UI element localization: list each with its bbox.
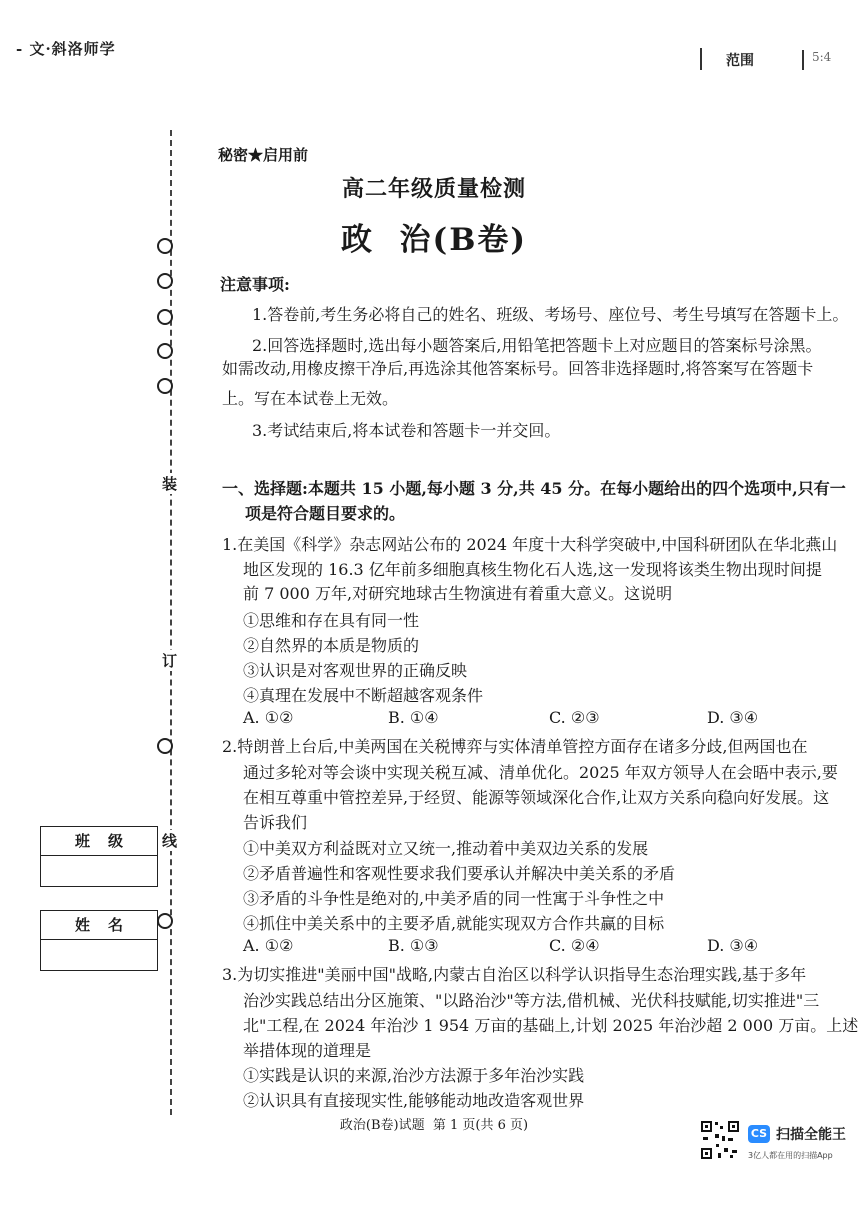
- binding-hole-icon: [157, 913, 173, 929]
- question-2-item: ④抓住中美关系中的主要矛盾,就能实现双方合作共赢的目标: [243, 914, 665, 933]
- notice-line: 3.考试结束后,将本试卷和答题卡一并交回。: [252, 421, 561, 440]
- question-2-stem: 通过多轮对等会谈中实现关税互减、清单优化。2025 年双方领导人在会晤中表示,要: [243, 763, 838, 782]
- subject-title: 政 治(B卷): [340, 222, 528, 258]
- header-right-text: 范围: [726, 53, 754, 69]
- section-heading: 一、选择题:本题共 15 小题,每小题 3 分,共 45 分。在每小题给出的四个选项中,只有一: [222, 479, 846, 498]
- name-field-label: 姓名: [41, 911, 157, 940]
- binding-hole-icon: [157, 273, 173, 289]
- class-field-value[interactable]: [41, 856, 157, 886]
- secret-label: 秘密★启用前: [218, 146, 309, 164]
- question-1-stem: 前 7 000 万年,对研究地球古生物演进有着重大意义。这说明: [243, 584, 673, 603]
- header-divider: [802, 50, 804, 70]
- question-3-stem: 举措体现的道理是: [243, 1041, 372, 1060]
- camscanner-logo-icon: CS: [748, 1125, 770, 1143]
- header-divider: [700, 48, 702, 70]
- binding-hole-icon: [157, 738, 173, 754]
- notice-line: 如需改动,用橡皮擦干净后,再选涂其他答案标号。回答非选择题时,将答案写在答题卡: [222, 359, 814, 378]
- class-field-label: 班级: [41, 827, 157, 856]
- section-heading-cont: 项是符合题目要求的。: [245, 504, 406, 523]
- question-1-item: ④真理在发展中不断超越客观条件: [243, 686, 484, 705]
- question-1-item: ③认识是对客观世界的正确反映: [243, 661, 468, 680]
- question-2-option-a[interactable]: A. ①②: [243, 936, 294, 955]
- question-2-item: ①中美双方利益既对立又统一,推动着中美双边关系的发展: [243, 839, 649, 858]
- binding-hole-icon: [157, 343, 173, 359]
- question-2-stem: 告诉我们: [243, 813, 308, 832]
- question-2-option-d[interactable]: D. ③④: [707, 936, 759, 955]
- notice-heading: 注意事项:: [220, 275, 290, 294]
- binding-char-ding: 订: [162, 652, 178, 670]
- question-1-stem: 1.在美国《科学》杂志网站公布的 2024 年度十大科学突破中,中国科研团队在华北燕山: [222, 535, 838, 554]
- binding-hole-icon: [157, 309, 173, 325]
- question-1-item: ②自然界的本质是物质的: [243, 636, 420, 655]
- class-field[interactable]: [40, 826, 158, 887]
- exam-title: 高二年级质量检测: [341, 176, 526, 202]
- question-1-option-a[interactable]: A. ①②: [243, 708, 294, 727]
- name-field[interactable]: [40, 910, 158, 971]
- binding-char-xian: 线: [162, 832, 178, 850]
- question-3-item: ②认识具有直接现实性,能够能动地改造客观世界: [243, 1091, 585, 1110]
- question-1-option-d[interactable]: D. ③④: [707, 708, 759, 727]
- name-field-value[interactable]: [41, 940, 157, 970]
- qr-code-icon: [700, 1120, 740, 1160]
- question-2-item: ②矛盾普遍性和客观性要求我们要承认并解决中美关系的矛盾: [243, 864, 676, 883]
- header-right-extra: 5:4: [812, 50, 832, 64]
- question-3-stem: 3.为切实推进"美丽中国"战略,内蒙古自治区以科学认识指导生态治理实践,基于多年: [222, 965, 807, 984]
- question-1-stem: 地区发现的 16.3 亿年前多细胞真核生物化石人选,这一发现将该类生物出现时间提: [243, 560, 822, 579]
- question-1-option-b[interactable]: B. ①④: [388, 708, 439, 727]
- question-3-item: ①实践是认识的来源,治沙方法源于多年治沙实践: [243, 1066, 585, 1085]
- question-3-stem: 北"工程,在 2024 年治沙 1 954 万亩的基础上,计划 2025 年治沙超 2 000 万亩。上述: [243, 1016, 859, 1035]
- page-footer: 政治(B卷)试题 第 1 页(共 6 页): [339, 1118, 529, 1133]
- notice-line: 1.答卷前,考生务必将自己的姓名、班级、考场号、座位号、考生号填写在答题卡上。: [252, 305, 849, 324]
- header-left-text: - 文·斜洛师学: [16, 40, 116, 58]
- question-2-option-b[interactable]: B. ①③: [388, 936, 439, 955]
- question-1-item: ①思维和存在具有同一性: [243, 611, 420, 630]
- notice-line: 2.回答选择题时,选出每小题答案后,用铅笔把答题卡上对应题目的答案标号涂黑。: [252, 336, 822, 355]
- question-1-option-c[interactable]: C. ②③: [549, 708, 600, 727]
- question-2-item: ③矛盾的斗争性是绝对的,中美矛盾的同一性寓于斗争性之中: [243, 889, 665, 908]
- camscanner-name: 扫描全能王: [776, 1127, 846, 1143]
- binding-hole-icon: [157, 378, 173, 394]
- binding-char-zhuang: 装: [162, 475, 178, 493]
- question-2-stem: 2.特朗普上台后,中美两国在关税博弈与实体清单管控方面存在诸多分歧,但两国也在: [222, 737, 808, 756]
- camscanner-slogan: 3亿人都在用的扫描App: [748, 1151, 833, 1160]
- question-2-option-c[interactable]: C. ②④: [549, 936, 600, 955]
- question-3-stem: 治沙实践总结出分区施策、"以路治沙"等方法,借机械、光伏科技赋能,切实推进"三: [243, 991, 820, 1010]
- question-2-stem: 在相互尊重中管控差异,于经贸、能源等领域深化合作,让双方关系向稳向好发展。这: [243, 788, 830, 807]
- notice-line: 上。写在本试卷上无效。: [222, 389, 399, 408]
